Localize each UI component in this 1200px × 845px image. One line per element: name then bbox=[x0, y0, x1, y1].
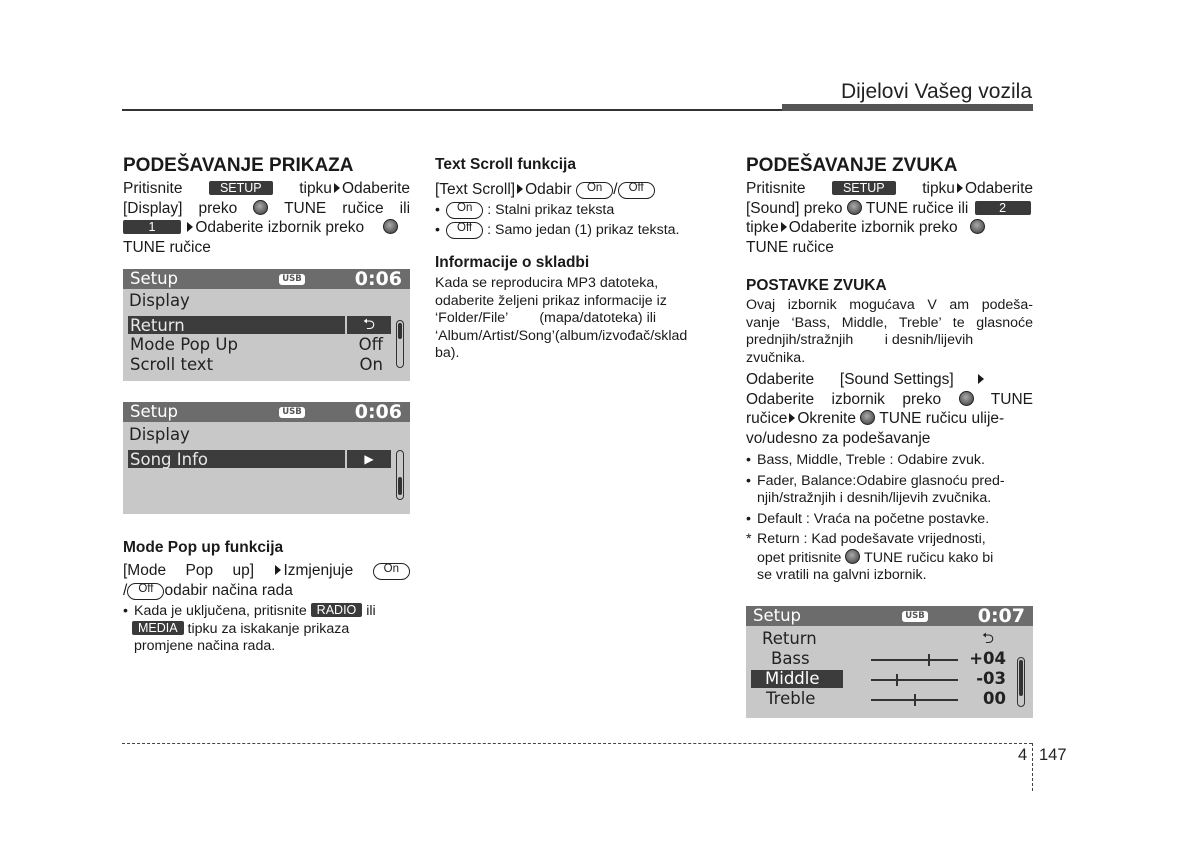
return-icon: ⮌ bbox=[981, 629, 994, 647]
arrow-right-icon bbox=[334, 183, 340, 193]
lcd-row-scroll-text: Scroll text bbox=[130, 355, 214, 374]
lcd-scrollbar bbox=[396, 450, 404, 500]
footer-divider bbox=[122, 743, 1032, 744]
arrow-right-icon bbox=[517, 184, 523, 194]
lcd-row-return: Return bbox=[130, 316, 185, 335]
on-button-icon: On bbox=[576, 182, 613, 199]
text: odabir načina rada bbox=[164, 581, 293, 599]
song-info-line: odaberite željeni prikaz informacije iz bbox=[435, 292, 667, 309]
text: TUNE ručicu ulije- bbox=[879, 410, 1005, 427]
text-scroll-title: Text Scroll funkcija bbox=[435, 156, 576, 173]
sound-instruction-line2 bbox=[746, 199, 1033, 219]
song-info-title: Informacije o skladbi bbox=[435, 254, 590, 271]
lcd-scrollbar-thumb bbox=[398, 323, 402, 339]
lcd-row-mode-pop-up: Mode Pop Up bbox=[130, 335, 238, 354]
text: TUNE ručice ili bbox=[865, 199, 969, 217]
setup-key-icon: SETUP bbox=[832, 181, 896, 195]
sound-settings-description bbox=[746, 297, 1033, 367]
sound-instruction-line3 bbox=[746, 218, 1033, 238]
column-sound-settings bbox=[746, 155, 1033, 585]
text: Pritisnite bbox=[746, 180, 806, 197]
text: Return : Kad podešavate vrijednosti, bbox=[757, 531, 986, 547]
play-arrow-icon: ▶ bbox=[364, 452, 374, 466]
lcd-row-return: Return bbox=[762, 629, 817, 648]
treble-slider-thumb bbox=[914, 694, 916, 706]
mode-pop-up-line1 bbox=[123, 561, 410, 581]
display-instruction-line3 bbox=[123, 218, 410, 238]
sound-select-line2 bbox=[746, 390, 1033, 410]
text: Izmjenjuje bbox=[283, 562, 354, 579]
tune-knob-icon bbox=[845, 549, 860, 564]
song-info-line: ba). bbox=[435, 345, 460, 361]
text: [Display] preko bbox=[123, 199, 238, 217]
media-key-icon: MEDIA bbox=[132, 621, 184, 635]
usb-icon: USB bbox=[279, 407, 305, 418]
display-instruction-line1 bbox=[123, 179, 410, 199]
sound-select-line3 bbox=[746, 409, 1033, 429]
header-rule-accent bbox=[782, 104, 1033, 111]
arrow-right-icon bbox=[957, 183, 963, 193]
text: TUNE ručice ili bbox=[284, 199, 411, 217]
arrow-right-icon bbox=[978, 374, 984, 384]
on-button-icon: On bbox=[446, 202, 483, 219]
text: : Samo jedan (1) prikaz teksta. bbox=[487, 221, 680, 238]
sound-bullets bbox=[746, 452, 1033, 585]
sound-instruction-line1 bbox=[746, 179, 1033, 199]
list-item bbox=[123, 603, 410, 656]
text: tipku bbox=[299, 180, 332, 197]
off-button-icon: Off bbox=[127, 583, 164, 600]
lcd-value-scroll-text: On bbox=[359, 355, 383, 374]
text: opet pritisnite bbox=[757, 549, 842, 566]
lcd-value-bass: +04 bbox=[969, 649, 1006, 668]
text: Fader, Balance:Odabire glasnoću pred- bbox=[757, 472, 1005, 489]
text: ili bbox=[366, 603, 376, 619]
lcd-title: Setup bbox=[130, 269, 179, 288]
song-info-line: ‘Album/Artist/Song’(album/izvođač/sklad bbox=[435, 327, 688, 344]
key-1-icon: 1 bbox=[123, 220, 181, 234]
on-button-icon: On bbox=[373, 563, 410, 580]
text: Odabir bbox=[525, 181, 572, 198]
text: : Stalni prikaz teksta bbox=[487, 202, 615, 218]
footer-divider-vertical bbox=[1032, 743, 1033, 791]
list-item: • Default : Vraća na početne postavke. bbox=[746, 511, 1033, 529]
mode-pop-up-line2 bbox=[123, 581, 410, 601]
lcd-value-treble: 00 bbox=[983, 689, 1006, 708]
description-line: vanje ‘Bass, Middle, Treble’ te glasnoće bbox=[746, 314, 1033, 331]
lcd-subtitle: Display bbox=[129, 291, 190, 310]
column-display-settings bbox=[123, 155, 410, 257]
lcd-scrollbar-thumb bbox=[398, 477, 402, 495]
key-2-icon: 2 bbox=[975, 201, 1031, 215]
text: tipke bbox=[746, 219, 779, 236]
text: Pritisnite bbox=[123, 180, 183, 197]
usb-icon: USB bbox=[902, 611, 928, 622]
text: TUNE bbox=[990, 390, 1033, 408]
header-rule bbox=[122, 109, 782, 111]
song-info-line: Kada se reproducira MP3 datoteka, bbox=[435, 275, 659, 291]
text: Odaberite bbox=[964, 180, 1034, 197]
text: tipku za iskakanje prikaza bbox=[187, 620, 350, 637]
mode-pop-up-title: Mode Pop up funkcija bbox=[123, 539, 284, 556]
text: Odaberite izbornik preko bbox=[746, 390, 942, 408]
sound-instruction-line4: TUNE ručice bbox=[746, 238, 834, 256]
text-scroll-line bbox=[435, 180, 720, 200]
return-icon: ⮌ bbox=[362, 315, 375, 333]
song-info-text bbox=[435, 275, 720, 363]
text: [Text Scroll] bbox=[435, 181, 516, 198]
text: Odaberite izbornik preko bbox=[788, 219, 958, 236]
lcd-time: 0:07 bbox=[977, 605, 1025, 627]
text: promjene načina rada. bbox=[134, 638, 276, 654]
text: / bbox=[613, 181, 618, 198]
description-line: zvučnika. bbox=[746, 349, 806, 366]
lcd-value-middle: -03 bbox=[976, 669, 1006, 688]
list-item bbox=[435, 222, 720, 240]
text: Odaberite izbornik preko bbox=[195, 219, 365, 236]
lcd-time: 0:06 bbox=[354, 401, 402, 423]
text: TUNE ručicu kako bi bbox=[864, 549, 994, 566]
lcd-row-bass: Bass bbox=[771, 649, 810, 668]
off-button-icon: Off bbox=[446, 222, 483, 239]
list-item: • Bass, Middle, Treble : Odabire zvuk. bbox=[746, 452, 1033, 470]
lcd-title: Setup bbox=[130, 402, 179, 421]
bass-slider-thumb bbox=[928, 654, 930, 666]
page-number: 147 bbox=[1039, 746, 1067, 764]
text: [Sound] preko bbox=[746, 199, 843, 217]
text: ručice bbox=[746, 410, 788, 427]
arrow-right-icon bbox=[781, 222, 787, 232]
text: / bbox=[123, 581, 128, 599]
arrow-right-icon bbox=[187, 222, 193, 232]
text: Odaberite bbox=[341, 180, 411, 197]
list-item bbox=[746, 473, 1033, 508]
lcd-value-mode-pop-up: Off bbox=[358, 335, 383, 354]
tune-knob-icon bbox=[383, 219, 398, 234]
arrow-right-icon bbox=[789, 413, 795, 423]
sound-settings-subtitle: POSTAVKE ZVUKA bbox=[746, 277, 887, 294]
section-title-sound: PODEŠAVANJE ZVUKA bbox=[746, 155, 958, 176]
text: Okrenite bbox=[797, 410, 856, 427]
treble-slider bbox=[871, 699, 958, 701]
lcd-scrollbar bbox=[396, 320, 404, 368]
sound-select-line1 bbox=[746, 370, 1033, 390]
list-item bbox=[746, 531, 1033, 585]
bass-slider bbox=[871, 659, 958, 661]
lcd-sound-menu bbox=[746, 606, 1033, 718]
mode-pop-up-bullets bbox=[123, 603, 410, 656]
section-title-display: PODEŠAVANJE PRIKAZA bbox=[123, 155, 354, 176]
text: tipku bbox=[922, 180, 955, 197]
middle-slider bbox=[871, 679, 958, 681]
tune-knob-icon bbox=[959, 391, 974, 406]
radio-key-icon: RADIO bbox=[311, 603, 363, 617]
text: [Mode Pop up] bbox=[123, 562, 255, 579]
mode-pop-up-section bbox=[123, 538, 410, 656]
lcd-row-song-info: Song Info bbox=[130, 450, 208, 469]
display-instruction-line2 bbox=[123, 199, 410, 219]
page-header-title: Dijelovi Vašeg vozila bbox=[840, 80, 1032, 103]
text: se vratili na galvni izbornik. bbox=[757, 567, 927, 583]
column-text-scroll bbox=[435, 155, 720, 363]
text-scroll-bullets bbox=[435, 202, 720, 239]
off-button-icon: Off bbox=[618, 182, 655, 199]
list-item bbox=[435, 202, 720, 220]
description-line: prednjih/stražnjih i desnih/lijevih bbox=[746, 332, 974, 348]
text: Kada je uključena, pritisnite bbox=[134, 603, 307, 619]
setup-key-icon: SETUP bbox=[209, 181, 273, 195]
song-info-line: ‘Folder/File’ (mapa/datoteka) ili bbox=[435, 310, 657, 326]
lcd-song-info-menu bbox=[123, 402, 410, 514]
display-instruction-line4: TUNE ručice bbox=[123, 238, 211, 256]
chapter-number: 4 bbox=[1018, 746, 1028, 764]
usb-icon: USB bbox=[279, 274, 305, 285]
lcd-scrollbar-thumb bbox=[1019, 660, 1023, 696]
text: Odaberite [Sound Settings] bbox=[746, 371, 954, 388]
sound-select-line4: vo/udesno za podešavanje bbox=[746, 429, 931, 447]
tune-knob-icon bbox=[253, 200, 268, 215]
tune-knob-icon bbox=[970, 219, 985, 234]
tune-knob-icon bbox=[860, 410, 875, 425]
lcd-title: Setup bbox=[753, 606, 802, 625]
tune-knob-icon bbox=[847, 200, 862, 215]
text: njih/stražnjih i desnih/lijevih zvučnika. bbox=[757, 490, 992, 506]
lcd-scrollbar bbox=[1017, 657, 1025, 707]
lcd-subtitle: Display bbox=[129, 425, 190, 444]
lcd-row-middle: Middle bbox=[765, 669, 820, 688]
arrow-right-icon bbox=[275, 565, 281, 575]
lcd-time: 0:06 bbox=[354, 268, 402, 290]
lcd-row-treble: Treble bbox=[766, 689, 816, 708]
middle-slider-thumb bbox=[896, 674, 898, 686]
description-line: Ovaj izbornik mogućava V am podeša- bbox=[746, 297, 1033, 313]
lcd-display-menu bbox=[123, 269, 410, 381]
